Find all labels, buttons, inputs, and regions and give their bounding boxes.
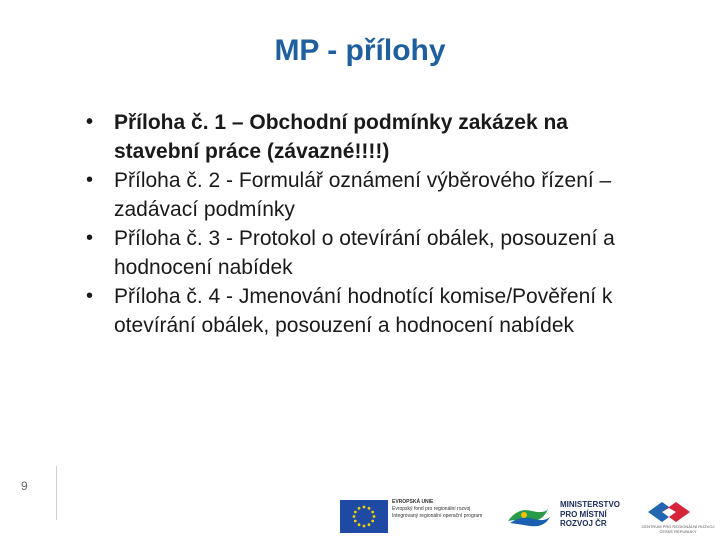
eu-flag-icon — [340, 500, 388, 533]
bullet-text-line2: stavební práce (závazné!!!!) — [114, 140, 390, 163]
bullet-item-1 — [86, 108, 686, 166]
crr-logo-text — [640, 524, 716, 534]
ministry-line2: PRO MÍSTNÍ — [560, 509, 607, 519]
crr-text-line2: ČESKÉ REPUBLIKY — [659, 529, 697, 534]
ministry-text — [560, 500, 630, 529]
eu-text-line1: EVROPSKÁ UNIE — [392, 499, 434, 505]
bullet-icon: • — [86, 285, 94, 307]
ministry-line1: MINISTERSTVO — [560, 500, 621, 509]
bullet-item-4 — [86, 282, 686, 340]
bullet-icon: • — [86, 169, 94, 191]
footer-divider — [56, 466, 57, 520]
bullet-text-line2: hodnocení nabídek — [114, 256, 293, 279]
bullet-text-line2: zadávací podmínky — [114, 198, 295, 221]
eu-text-line2: Evropský fond pro regionální rozvoj — [392, 506, 471, 512]
page-number: 9 — [21, 479, 28, 493]
eu-text-line3: Integrovaný regionální operační program — [392, 513, 483, 519]
bullet-item-3 — [86, 224, 686, 282]
bullet-list — [86, 108, 686, 340]
bullet-icon: • — [86, 111, 94, 133]
bullet-text-line1: Příloha č. 4 - Jmenování hodnotící komise/Pověření k — [114, 285, 613, 308]
eu-program-text — [392, 499, 512, 520]
bullet-icon: • — [86, 227, 94, 249]
slide-title: MP - přílohy — [274, 34, 446, 67]
bullet-text-line1: Příloha č. 3 - Protokol o otevírání obálek, posouzení a — [114, 227, 615, 250]
bullet-text-line1: Příloha č. 2 - Formulář oznámení výběrového řízení – — [114, 169, 612, 192]
bullet-text-line1: Příloha č. 1 – Obchodní podmínky zakázek na — [114, 111, 568, 134]
bullet-item-2 — [86, 166, 686, 224]
irop-logo-icon — [504, 501, 552, 531]
bullet-text-line2: otevírání obálek, posouzení a hodnocení nabídek — [114, 314, 575, 337]
crr-text-line1: CENTRUM PRO REGIONÁLNÍ ROZVOJ — [641, 524, 715, 529]
ministry-line3: ROZVOJ ČR — [560, 519, 607, 528]
